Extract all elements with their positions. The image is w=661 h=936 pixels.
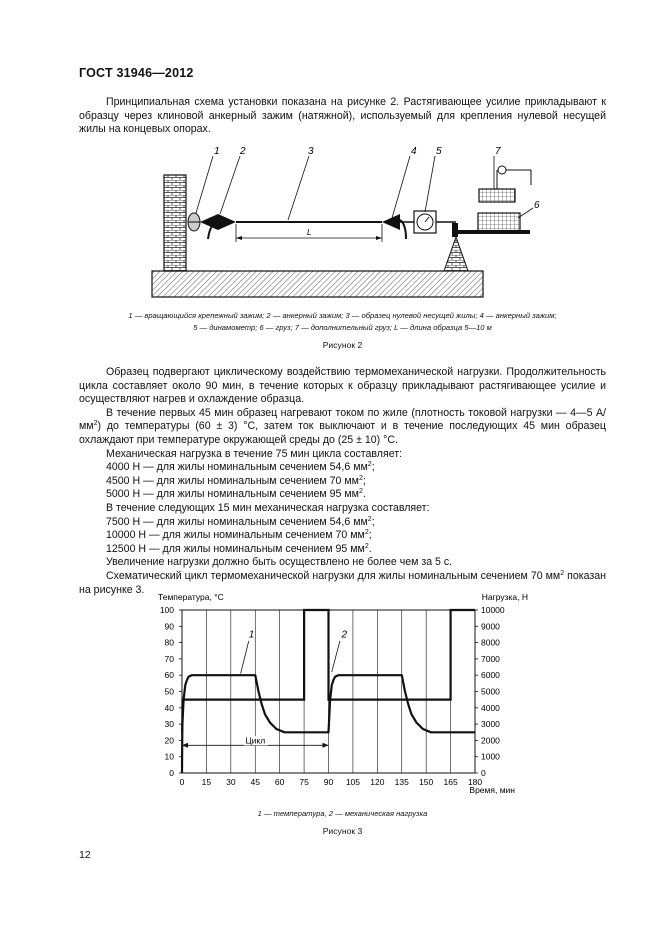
y-left-tick-label: 10 bbox=[164, 751, 174, 762]
additional-weight-7 bbox=[479, 189, 515, 202]
increase-note: Увеличение нагрузки должно быть осуществлено не более чем за 5 с. bbox=[106, 556, 453, 569]
y-right-tick-label: 5000 bbox=[481, 686, 500, 697]
y-right-tick-label: 6000 bbox=[481, 670, 500, 681]
x-tick-label: 45 bbox=[250, 777, 260, 787]
next-intro: В течение следующих 15 мин механическая нагрузка составляет: bbox=[106, 501, 430, 514]
y-left-tick-label: 80 bbox=[164, 637, 174, 648]
mech-intro: Механическая нагрузка в течение 75 мин цикла составляет: bbox=[106, 447, 403, 460]
callout-4: 4 bbox=[411, 146, 417, 157]
callout-3: 3 bbox=[308, 146, 314, 157]
y-right-tick-label: 4000 bbox=[481, 702, 500, 713]
figure-2-schematic bbox=[110, 140, 560, 308]
y-right-tick-label: 2000 bbox=[481, 735, 500, 746]
callout-5: 5 bbox=[436, 146, 442, 157]
figure-3-caption: 1 — температура, 2 — механическая нагрузка bbox=[257, 809, 428, 818]
x-tick-label: 120 bbox=[370, 777, 385, 787]
y-left-tick-label: 60 bbox=[164, 670, 174, 681]
y-left-tick-label: 0 bbox=[169, 768, 174, 778]
y-right-tick-label: 10000 bbox=[481, 605, 505, 615]
callout-1: 1 bbox=[214, 146, 220, 157]
paragraph-heating: В течение первых 45 мин образец нагревают током по жиле (плотность токовой нагрузки — 4—5 $А/мм^2$) до температуры (60 ± 3) °С, затем ток выключают и в течение последующих 45 мин образец охлаждают при температуре окружающей среды до (25 ± 10) °С. bbox=[79, 406, 606, 446]
pulley-support bbox=[444, 237, 468, 271]
callout-7: 7 bbox=[495, 146, 501, 157]
figure-3-chart bbox=[140, 588, 530, 803]
page-number: 12 bbox=[79, 849, 91, 861]
mech-item: 5000 Н — для жилы номинальным сечением 95 $мм^2$. bbox=[106, 488, 366, 501]
figure-2-caption-line2: 5 — динамометр; 6 — груз; 7 — дополнительный груз; L — длина образца 5—10 м bbox=[193, 323, 492, 332]
series-label-2-leader bbox=[332, 641, 340, 672]
schematic-note: Схематический цикл термомеханической нагрузки для жилы номинальным сечением 70 $мм^2$ показан на рисунке 3. bbox=[79, 569, 607, 596]
series-label-2: 2 bbox=[341, 629, 348, 641]
y-left-tick-label: 40 bbox=[164, 702, 174, 713]
y-left-tick-label: 20 bbox=[164, 735, 174, 746]
x-axis-label: Время, мин bbox=[469, 785, 515, 795]
y-right-tick-label: 7000 bbox=[481, 653, 500, 664]
y-right-tick-label: 3000 bbox=[481, 719, 500, 730]
mech-item: 4000 Н — для жилы номинальным сечением 54,6 $мм^2$; bbox=[106, 461, 375, 474]
weight-6 bbox=[478, 213, 520, 232]
callout-2: 2 bbox=[240, 146, 246, 157]
x-tick-label: 15 bbox=[201, 777, 212, 787]
x-tick-label: 135 bbox=[394, 777, 409, 787]
y-right-tick-label: 1000 bbox=[481, 751, 500, 762]
x-tick-label: 0 bbox=[179, 777, 185, 787]
x-tick-label: 90 bbox=[323, 777, 334, 787]
paragraph-cycle: Образец подвергают циклическому воздействию термомеханической нагрузки. Продолжительность цикла составляет около 90 мин, в течение которых к образцу прикладывают растягивающее усилие и осуществляют нагрев и охлаждение образца. bbox=[79, 366, 606, 406]
y-left-axis-label: Температура, °С bbox=[158, 592, 224, 602]
y-right-tick-label: 0 bbox=[481, 768, 486, 778]
x-tick-label: 30 bbox=[226, 777, 236, 787]
y-right-axis-label: Нагрузка, Н bbox=[481, 592, 528, 602]
x-tick-label: 180 bbox=[467, 777, 483, 787]
x-tick-label: 105 bbox=[345, 777, 361, 787]
brick-wall bbox=[164, 175, 186, 271]
intro-text: Принципиальная схема установки показана на рисунке 2. Растягивающее усилие прикладывают к образцу через клиновой анкерный зажим (натяжной), используемый для крепления нулевой несущей жилы на концевых опорах. bbox=[79, 96, 606, 136]
callout-6: 6 bbox=[534, 200, 540, 211]
next-item: 7500 Н — для жилы номинальным сечением 54,6 $мм^2$; bbox=[106, 515, 375, 528]
anchor-clamp-left bbox=[200, 214, 236, 230]
length-label: L bbox=[307, 228, 312, 237]
series-label-1: 1 bbox=[248, 629, 255, 641]
cycle-label: Цикл bbox=[245, 735, 266, 746]
y-right-tick-label: 8000 bbox=[481, 637, 500, 648]
figure-2-title: Рисунок 2 bbox=[322, 340, 363, 350]
x-tick-label: 60 bbox=[274, 777, 285, 787]
figure-3-title: Рисунок 3 bbox=[322, 826, 363, 836]
figure-2-caption bbox=[79, 310, 606, 334]
x-tick-label: 75 bbox=[299, 777, 309, 787]
x-tick-label: 150 bbox=[419, 777, 434, 787]
series-label-1-leader bbox=[241, 641, 249, 674]
cycle-arrow-head-right bbox=[323, 743, 329, 748]
y-left-tick-label: 30 bbox=[164, 719, 174, 730]
next-item: 10000 Н — для жилы номинальным сечением 70 $мм^2$; bbox=[106, 529, 372, 542]
x-tick-label: 165 bbox=[443, 777, 458, 787]
document-header: ГОСТ 31946—2012 bbox=[79, 66, 194, 80]
next-item: 12500 Н — для жилы номинальным сечением 95 $мм^2$. bbox=[106, 542, 372, 555]
mech-item: 4500 Н — для жилы номинальным сечением 70 $мм^2$; bbox=[106, 474, 366, 487]
anchor-clamp-right bbox=[382, 214, 400, 230]
body-text bbox=[79, 366, 606, 597]
y-left-tick-label: 90 bbox=[164, 621, 174, 632]
y-left-tick-label: 50 bbox=[164, 686, 174, 697]
y-right-tick-label: 9000 bbox=[481, 621, 500, 632]
y-left-tick-label: 70 bbox=[164, 653, 174, 664]
figure-2-caption-line1: 1 — вращающийся крепежный зажим; 2 — анкерный зажим; 3 — образец нулевой несущей жилы; 4 — анкерный зажим; bbox=[128, 311, 557, 320]
ground-base bbox=[152, 271, 483, 297]
y-left-tick-label: 100 bbox=[159, 605, 174, 615]
intro-paragraph bbox=[79, 96, 606, 137]
